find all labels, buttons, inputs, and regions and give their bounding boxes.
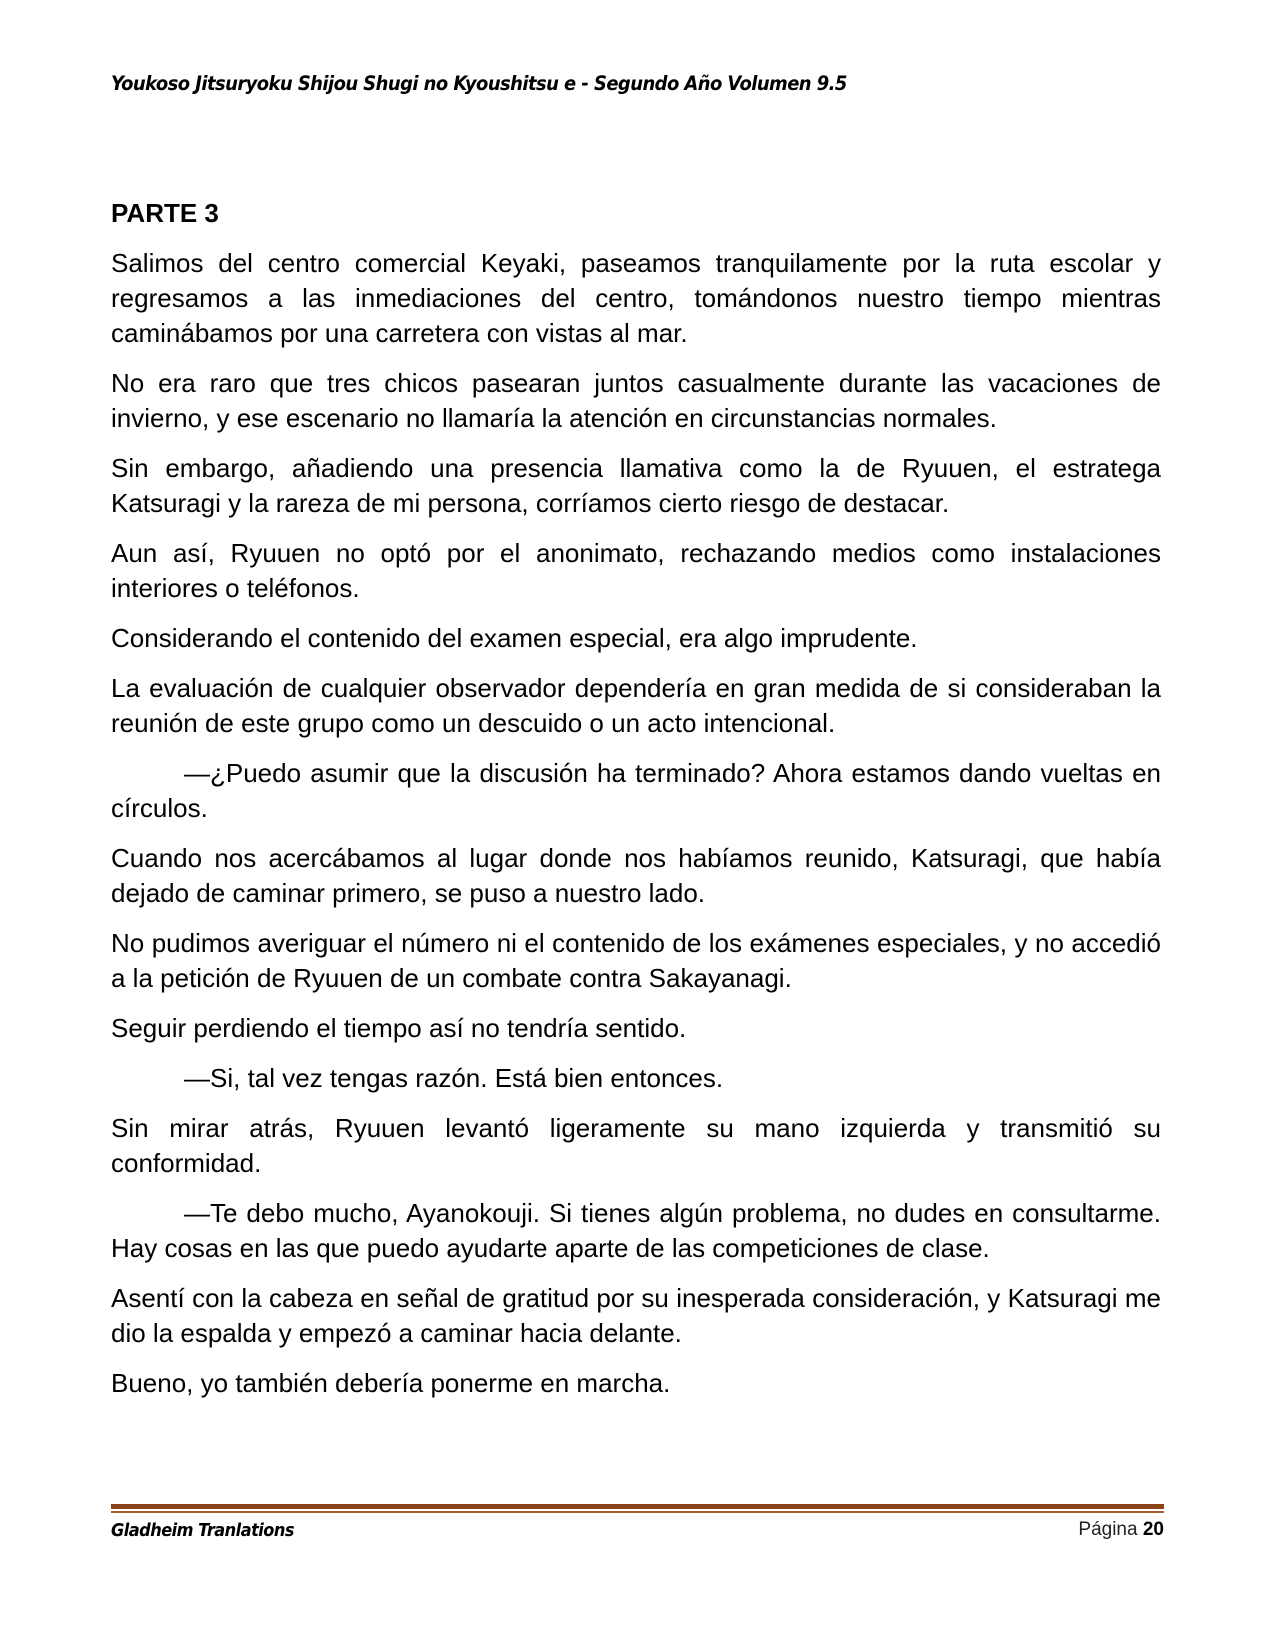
- dialogue-paragraph: —¿Puedo asumir que la discusión ha terminado? Ahora estamos dando vueltas en círculos.: [111, 758, 1161, 823]
- paragraph: Seguir perdiendo el tiempo así no tendría sentido.: [111, 1013, 687, 1043]
- paragraph: Cuando nos acercábamos al lugar donde nos habíamos reunido, Katsuragi, que había dejado de caminar primero, se puso a nuestro lado.: [111, 843, 1161, 908]
- running-header-title: Youkoso Jitsuryoku Shijou Shugi no Kyoushitsu e - Segundo Año Volumen 9.5: [111, 72, 847, 95]
- dialogue-paragraph: —Si, tal vez tengas razón. Está bien entonces.: [184, 1063, 724, 1093]
- paragraph: La evaluación de cualquier observador dependería en gran medida de si consideraban la reunión de este grupo como un descuido o un acto intencional.: [111, 673, 1161, 738]
- page-number-label: [1078, 1519, 1164, 1541]
- paragraph: No era raro que tres chicos pasearan juntos casualmente durante las vacaciones de invierno, y ese escenario no llamaría la atención en circunstancias normales.: [111, 368, 1161, 433]
- paragraph: Salimos del centro comercial Keyaki, paseamos tranquilamente por la ruta escolar y regresamos a las inmediaciones del centro, tomándonos nuestro tiempo mientras caminábamos por una carretera con vistas al mar.: [111, 248, 1161, 348]
- section-title: PARTE 3: [111, 198, 219, 228]
- paragraph: No pudimos averiguar el número ni el contenido de los exámenes especiales, y no accedió a la petición de Ryuuen de un combate contra Sakayanagi.: [111, 928, 1161, 993]
- page-number: 20: [1142, 1519, 1164, 1540]
- footer-credit: Gladheim Tranlations: [111, 1520, 294, 1541]
- dialogue-paragraph: —Te debo mucho, Ayanokouji. Si tienes algún problema, no dudes en consultarme. Hay cosas en las que puedo ayudarte aparte de las competiciones de clase.: [111, 1198, 1161, 1263]
- paragraph: Bueno, yo también debería ponerme en marcha.: [111, 1368, 671, 1398]
- paragraph: Aun así, Ryuuen no optó por el anonimato, rechazando medios como instalaciones interiores o teléfonos.: [111, 538, 1161, 603]
- paragraph: Considerando el contenido del examen especial, era algo imprudente.: [111, 623, 918, 653]
- paragraph: Asentí con la cabeza en señal de gratitud por su inesperada consideración, y Katsuragi me dio la espalda y empezó a caminar hacia delante.: [111, 1283, 1161, 1348]
- page-label: Página: [1078, 1519, 1138, 1540]
- footer-divider: [111, 1504, 1164, 1513]
- paragraph: Sin mirar atrás, Ryuuen levantó ligeramente su mano izquierda y transmitió su conformidad.: [111, 1113, 1161, 1178]
- footer-divider-thin-line: [111, 1511, 1164, 1513]
- paragraph: Sin embargo, añadiendo una presencia llamativa como la de Ryuuen, el estratega Katsuragi y la rareza de mi persona, corríamos cierto riesgo de destacar.: [111, 453, 1161, 518]
- page-body: [111, 196, 1161, 1416]
